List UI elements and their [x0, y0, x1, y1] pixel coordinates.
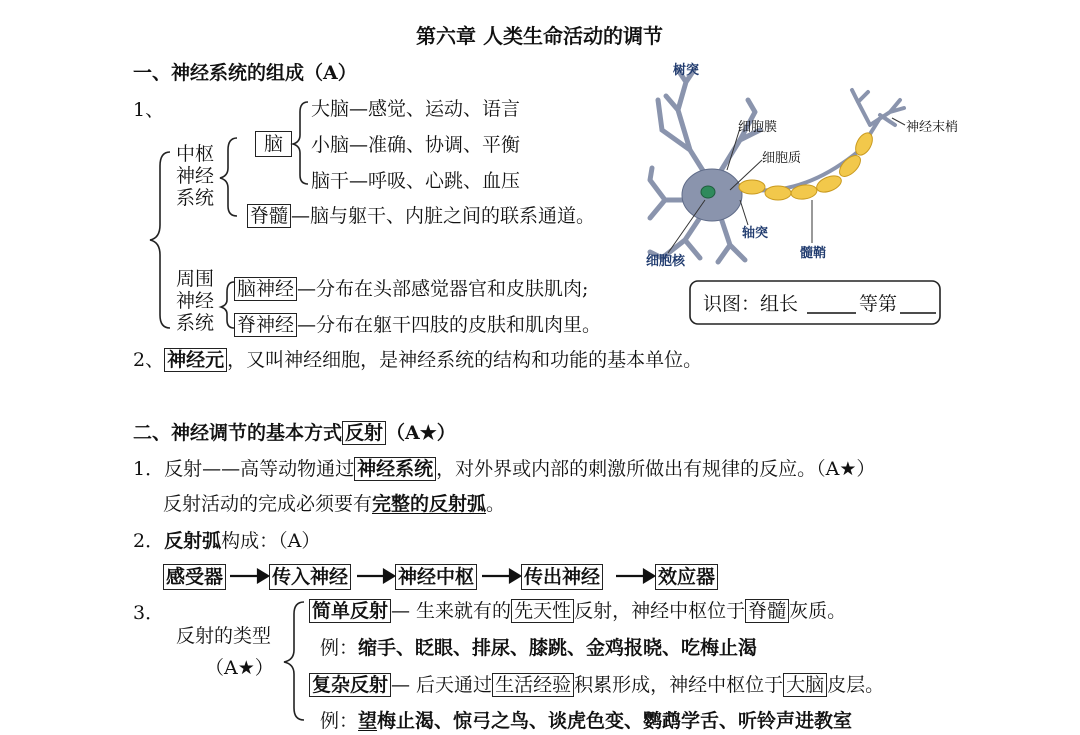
cerebrum-text: 大脑—感觉、运动、语言 — [311, 98, 521, 120]
arc-efferent: 传出神经 — [521, 564, 603, 590]
simple-reflex-example: 例：缩手、眨眼、排尿、膝跳、金鸡报晓、吃梅止渴 — [320, 637, 758, 659]
cranial-nerve-box: 脑神经 — [234, 277, 297, 301]
cerebellum-text: 小脑—准确、协调、平衡 — [311, 134, 521, 156]
neuron-line: 2、 神经元 ，又叫神经细胞，是神经系统的结构和功能的基本单位。 — [133, 349, 703, 371]
reflex-box: 反射 — [342, 421, 386, 445]
section1-heading: 一、神经系统的组成（A） — [133, 62, 357, 84]
complex-reflex-example: 例：望梅止渴、惊弓之鸟、谈虎色变、鹦鹉学舌、听铃声进教室 — [320, 710, 853, 732]
arc-effector: 效应器 — [655, 564, 718, 590]
dendrite-label: 树突 — [673, 63, 700, 78]
membrane-label: 细胞膜 — [738, 120, 778, 135]
arc-afferent: 传入神经 — [269, 564, 351, 590]
spinal-cord-line: 脊髓 —脑与躯干、内脏之间的联系通道。 — [247, 204, 595, 228]
cytoplasm-label: 细胞质 — [762, 151, 802, 166]
reflex-types-grade: （A★） — [205, 657, 274, 679]
spinal-nerve-box: 脊神经 — [234, 313, 297, 337]
reflex-requirement: 反射活动的完成必须要有完整的反射弧。 — [163, 493, 506, 515]
arc-center: 神经中枢 — [395, 564, 477, 590]
item-number-3: 3． — [133, 602, 165, 624]
neuron-box: 神经元 — [164, 348, 227, 372]
simple-reflex-line: 简单反射 — 生来就有的 先天性 反射，神经中枢位于 脊髓 灰质。 — [309, 599, 846, 623]
spinal-nerve-line: 脊神经 —分布在躯干四肢的皮肤和肌肉里。 — [234, 313, 601, 337]
complex-reflex-line: 复杂反射 — 后天通过 生活经验 积累形成，神经中枢位于 大脑 皮层。 — [309, 673, 884, 697]
neuron-diagram — [650, 70, 904, 262]
item-number-1: 1、 — [133, 99, 165, 121]
caption-prefix: 识图：组长 — [703, 293, 799, 315]
reflex-definition: 1．反射——高等动物通过 神经系统 ，对外界或内部的刺激所做出有规律的反应。（A★） — [133, 458, 876, 480]
myelin-label: 髓鞘 — [800, 246, 827, 261]
cranial-nerve-line: 脑神经 —分布在头部感觉器官和皮肤肌肉; — [234, 277, 588, 301]
section2-heading: 二、神经调节的基本方式 反射 （A★） — [133, 422, 456, 444]
page-title: 第六章 人类生命活动的调节 — [416, 24, 663, 48]
caption-mid: 等第 — [859, 293, 898, 315]
peripheral-nervous-label: 周围 神经 系统 — [176, 268, 215, 334]
reflex-arc-line: 2．反射弧构成：（A） — [133, 530, 321, 552]
central-nervous-label: 中枢 神经 系统 — [176, 143, 215, 209]
axon-label: 轴突 — [742, 226, 769, 241]
nervous-system-box: 神经系统 — [354, 457, 436, 481]
arc-receptor: 感受器 — [163, 564, 226, 590]
complex-reflex-box: 复杂反射 — [309, 673, 391, 697]
terminal-label: 神经末梢 — [906, 120, 959, 135]
simple-reflex-box: 简单反射 — [309, 599, 391, 623]
reflex-types-label: 反射的类型 — [176, 625, 272, 647]
brain-box: 脑 — [255, 131, 292, 157]
reflex-arc-underline: 完整的反射弧 — [372, 493, 487, 515]
nucleus-label: 细胞核 — [646, 254, 686, 269]
spinal-cord-box: 脊髓 — [247, 204, 291, 228]
brainstem-text: 脑干—呼吸、心跳、血压 — [311, 170, 521, 192]
